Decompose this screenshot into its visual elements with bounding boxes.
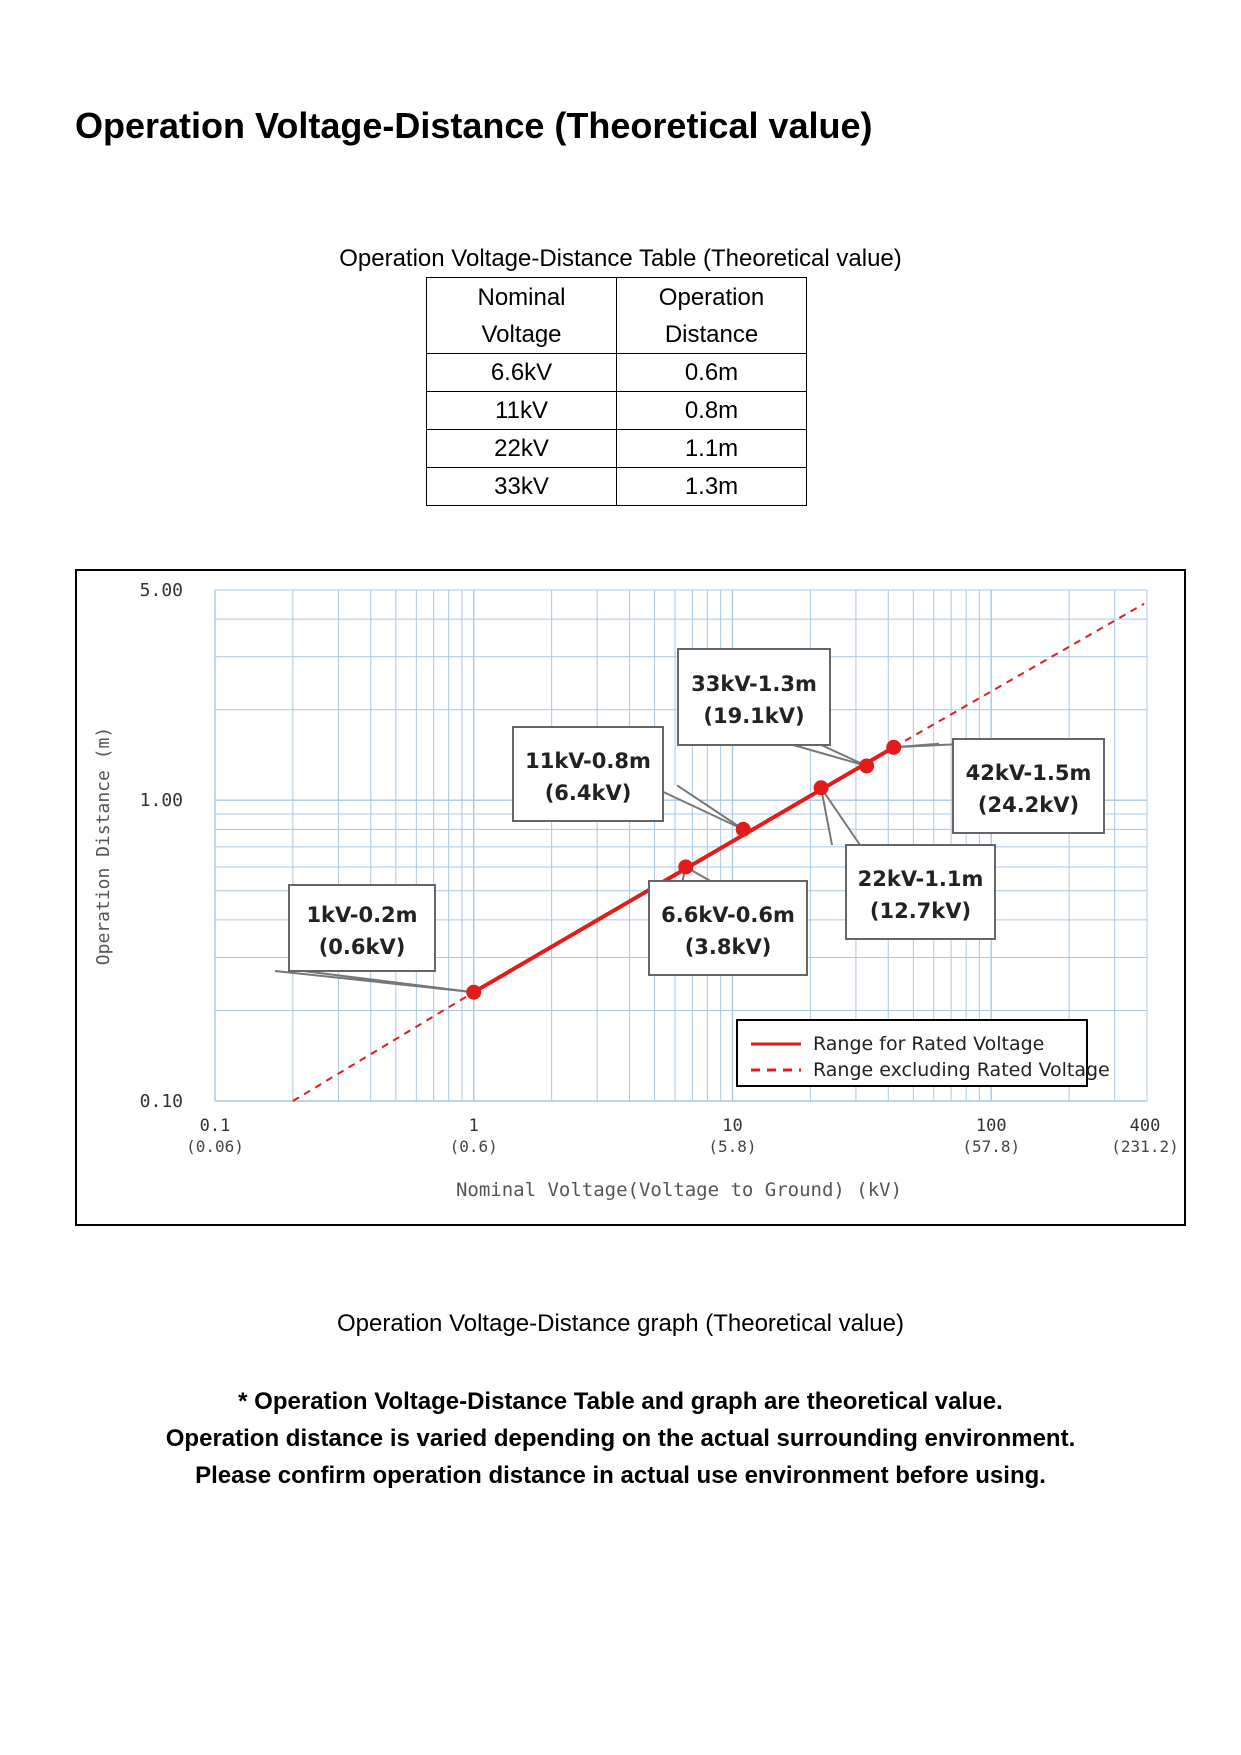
x-tick-sublabel: (0.6) xyxy=(449,1137,498,1156)
x-tick-label: 0.1 xyxy=(199,1116,231,1136)
callout-label: 1kV-0.2m xyxy=(306,903,418,927)
header-operation-distance: Operation Distance xyxy=(617,278,807,354)
table-row xyxy=(427,468,807,506)
callout-label: 6.6kV-0.6m xyxy=(661,903,795,927)
callout-box xyxy=(678,649,830,745)
data-point xyxy=(678,859,693,874)
x-tick-sublabel: (231.2) xyxy=(1111,1137,1179,1156)
callout-label: 33kV-1.3m xyxy=(691,672,817,696)
x-tick-sublabel: (57.8) xyxy=(962,1137,1021,1156)
callout-sublabel: (3.8kV) xyxy=(684,935,772,959)
callout-sublabel: (24.2kV) xyxy=(977,793,1080,817)
cell-voltage: 11kV xyxy=(427,392,617,430)
callout-box xyxy=(846,845,995,939)
note-line: * Operation Voltage-Distance Table and graph are theoretical value. xyxy=(238,1388,1003,1415)
callout-box xyxy=(953,739,1104,833)
y-tick-label: 1.00 xyxy=(139,790,183,812)
page-title: Operation Voltage-Distance (Theoretical value) xyxy=(75,105,873,146)
graph-caption: Operation Voltage-Distance graph (Theoretical value) xyxy=(337,1310,904,1337)
data-point xyxy=(736,822,751,837)
x-axis-label: Nominal Voltage(Voltage to Ground) (kV) xyxy=(455,1179,903,1201)
cell-distance: 0.8m xyxy=(617,392,807,430)
data-point xyxy=(859,758,874,773)
table-caption: Operation Voltage-Distance Table (Theoretical value) xyxy=(339,245,902,272)
data-point xyxy=(814,780,829,795)
callout-label: 11kV-0.8m xyxy=(525,749,651,773)
x-tick-label: 400 xyxy=(1129,1116,1161,1136)
callout-label: 42kV-1.5m xyxy=(965,761,1092,785)
y-axis-label: Operation Distance (m) xyxy=(93,726,114,966)
table-row xyxy=(427,354,807,392)
chart-frame-border xyxy=(76,570,1185,1225)
cell-voltage: 33kV xyxy=(427,468,617,506)
voltage-distance-table xyxy=(426,277,807,506)
callout-box xyxy=(513,727,663,821)
table-header-row xyxy=(427,278,807,354)
callout-box xyxy=(649,881,807,975)
cell-distance: 0.6m xyxy=(617,354,807,392)
legend-label-dashed: Range excluding Rated Voltage xyxy=(813,1059,1110,1081)
data-point xyxy=(886,740,901,755)
callout-sublabel: (19.1kV) xyxy=(703,704,805,728)
note-line: Operation distance is varied depending on the actual surrounding environment. xyxy=(165,1425,1076,1452)
header-nominal-voltage: Nominal Voltage xyxy=(427,278,617,354)
callout-sublabel: (12.7kV) xyxy=(869,899,972,923)
table-row xyxy=(427,430,807,468)
y-tick-label: 0.10 xyxy=(139,1091,183,1112)
x-tick-label: 100 xyxy=(975,1116,1007,1136)
callout-sublabel: (0.6kV) xyxy=(318,935,406,959)
legend-label-solid: Range for Rated Voltage xyxy=(813,1033,1045,1055)
data-point xyxy=(466,985,481,1000)
voltage-distance-chart xyxy=(75,569,1186,1226)
callout-label: 22kV-1.1m xyxy=(857,867,984,891)
cell-distance: 1.3m xyxy=(617,468,807,506)
table-row xyxy=(427,392,807,430)
cell-voltage: 6.6kV xyxy=(427,354,617,392)
cell-distance: 1.1m xyxy=(617,430,807,468)
y-tick-label: 5.00 xyxy=(139,580,183,601)
x-tick-label: 1 xyxy=(468,1116,479,1136)
notes xyxy=(0,1383,1241,1494)
x-tick-sublabel: (5.8) xyxy=(708,1137,757,1156)
note-line: Please confirm operation distance in actual use environment before using. xyxy=(195,1462,1046,1489)
callout-sublabel: (6.4kV) xyxy=(544,781,632,805)
x-tick-label: 10 xyxy=(722,1116,743,1136)
x-tick-sublabel: (0.06) xyxy=(186,1137,244,1156)
cell-voltage: 22kV xyxy=(427,430,617,468)
